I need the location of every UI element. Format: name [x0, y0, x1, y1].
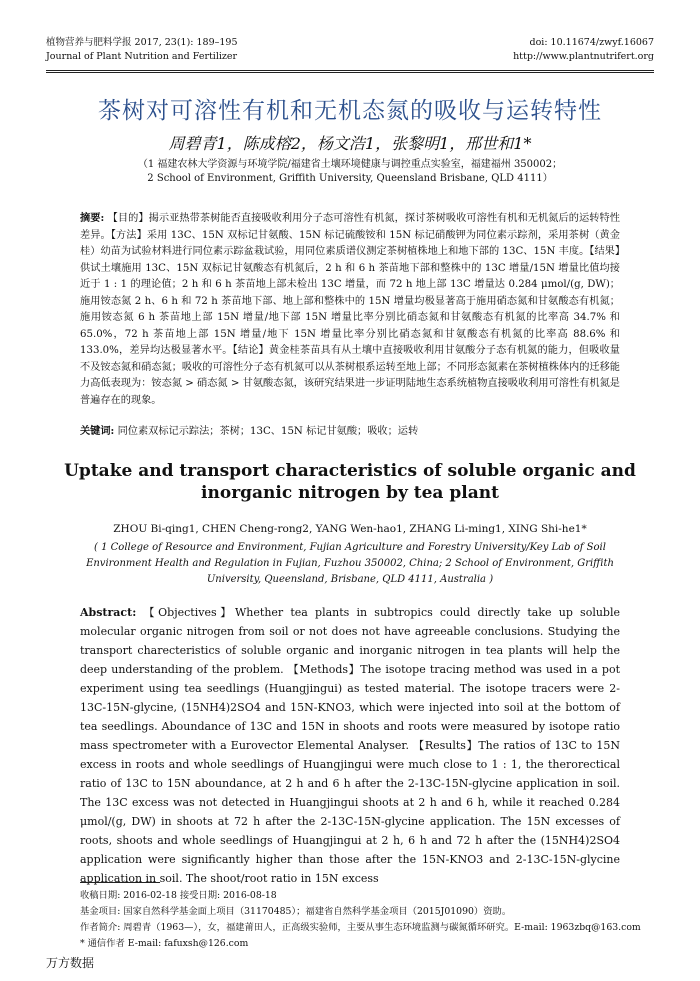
keywords-cn-text: 同位素双标记示踪法；茶树；13C、15N 标记甘氨酸；吸收；运转	[117, 426, 419, 437]
received-dates: 收稿日期: 2016-02-18 接受日期: 2016-08-18	[80, 890, 277, 901]
doi[interactable]: doi: 10.11674/zwyf.16067	[529, 37, 654, 48]
authors-cn: 周碧青1，陈成榕2，杨文浩1，张黎明1，邢世和1*	[168, 134, 532, 153]
footnotes	[80, 888, 641, 952]
affiliation-cn-1: （1 福建农林大学资源与环境学院/福建省土壤环境健康与调控重点实验室，福建福州 350002；	[137, 159, 563, 170]
title-en: Uptake and transport characteristics of soluble organic and inorganic nitrogen by tea plant	[64, 461, 636, 503]
header-rule	[46, 72, 654, 73]
header-links	[513, 36, 654, 64]
affiliation-en: ( 1 College of Resource and Environment, Fujian Agriculture and Forestry University/Key Lab of Soil Environment Health and Regulation in Fujian, Fuzhou 350002, China; 2 School of Environment, Griffith University, Queensland, Brisbane, QLD 4111, Australia )	[86, 542, 614, 585]
journal-url[interactable]: http://www.plantnutrifert.org	[513, 51, 654, 62]
abstract-en-text: 【Objectives】Whether tea plants in subtropics could directly take up soluble molecular organic nitrogen from soil or not does not have agreeable conclusions. Studying the transport charecteristics of soluble organic and inorganic nitrogen in tea plants will help the deep understanding of the problem. 【Methods】The isotope tracing method was used in a pot experiment using tea seedlings (Huangjingui) as tested material. The isotope tracers were 2-13C-15N-glycine, (15NH4)2SO4 and 15N-KNO3, which were injected into soil at the bottom of tea seedlings. Aboundance of 13C and 15N in shoots and roots were measured by isotope ratio mass spectrometer with a Eurovector Elemental Analyser. 【Results】The ratios of 13C to 15N excess in roots and whole seedlings of Huangjingui were much close to 1 : 1, the therorectical ratio of 13C to 15N aboundance, at 2 h and 6 h after the 2-13C-15N-glycine application in soil. The 13C excess was not detected in Huangjingui shoots at 2 h and 6 h, while it reached 0.284 μmol/(g, DW) in shoots at 72 h after the 2-13C-15N-glycine application. The 15N excesses of roots, shoots and whole seedlings of Huangjingui at 2 h, 6 h and 72 h after the (15NH4)2SO4 application were significantly higher than those after the 15N-KNO3 and 2-13C-15N-glycine application in soil. The shoot/root ratio in 15N excess	[80, 606, 620, 885]
title-cn: 茶树对可溶性有机和无机态氮的吸收与运转特性	[98, 98, 602, 124]
watermark: 万方数据	[46, 956, 95, 970]
affiliation-cn	[46, 158, 654, 186]
abstract-en	[80, 603, 620, 888]
abstract-cn	[80, 210, 620, 409]
corresponding-author: * 通信作者 E-mail: fafuxsh@126.com	[80, 938, 249, 949]
author-bio: 作者简介: 周碧青（1963—），女，福建莆田人，正高级实验师，主要从事生态环境监测与碳氮循环研究。E-mail: 1963zbq@163.com	[80, 922, 641, 933]
journal-cn-line: 植物营养与肥料学报 2017, 23(1): 189–195	[46, 37, 238, 48]
journal-en: Journal of Plant Nutrition and Fertilizer	[46, 51, 238, 62]
abstract-en-label: Abstract:	[80, 606, 137, 619]
running-header	[46, 34, 654, 71]
keywords-cn-label: 关键词:	[80, 425, 115, 437]
abstract-cn-label: 摘要:	[80, 212, 105, 224]
funding: 基金项目: 国家自然科学基金面上项目（31170485）；福建省自然科学基金项目（2015J01090）资助。	[80, 906, 512, 917]
affiliation-cn-2: 2 School of Environment, Griffith University, Queensland Brisbane, QLD 4111）	[147, 173, 553, 184]
footnote-rule	[80, 882, 160, 883]
abstract-cn-text: 【目的】揭示亚热带茶树能否直接吸收利用分子态可溶性有机氮，探讨茶树吸收可溶性有机和无机氮后的运转特性差异。【方法】采用 13C、15N 双标记甘氨酸、15N 标记硫酸铵和 15N 标记硝酸钾为同位素示踪剂，采用茶树（黄金桂）幼苗为试验材料进行同位素示踪盆栽试验，用同位素质谱仪测定茶树植株地上和地下部的 13C、15N 丰度。【结果】供试土壤施用 13C、15N 双标记甘氨酸态有机氮后，2 h 和 6 h 茶苗地下部和整株中的 13C 增量/15N 增量比值均接近于 1 : 1 的理论值；2 h 和 6 h 茶苗地上部未检出 13C 增量，而 72 h 地上部 13C 增量达 0.284 μmol/(g, DW)；施用铵态氮 2 h、6 h 和 72 h 茶苗地下部、地上部和整株中的 15N 增量均极显著高于施用硝态氮和甘氨酸态有机氮；施用铵态氮 6 h 茶苗地上部 15N 增量/地下部 15N 增量比率分别比硝态氮和甘氨酸态有机氮的比率高 34.7% 和 65.0%，72 h 茶苗地上部 15N 增量/地下 15N 增量比率分别比硝态氮和甘氨酸态有机氮的比率高 88.6% 和 133.0%，差异均达极显著水平。【结论】黄金桂茶苗具有从土壤中直接吸收利用甘氨酸分子态有机氮的能力，但吸收量不及铵态氮和硝态氮；吸收的可溶性分子态有机氮可以从茶树根系运转至地上部；不同形态氮素在茶树植株体内的迁移能力高低表现为：铵态氮 > 硝态氮 > 甘氨酸态氮，该研究结果进一步证明陆地生态系统植物直接吸收利用可溶性有机氮是普遍存在的现象。	[80, 213, 620, 406]
keywords-cn	[80, 422, 620, 437]
header-journal	[46, 36, 238, 64]
authors-en: ZHOU Bi-qing1, CHEN Cheng-rong2, YANG Wen-hao1, ZHANG Li-ming1, XING Shi-he1*	[113, 523, 587, 535]
